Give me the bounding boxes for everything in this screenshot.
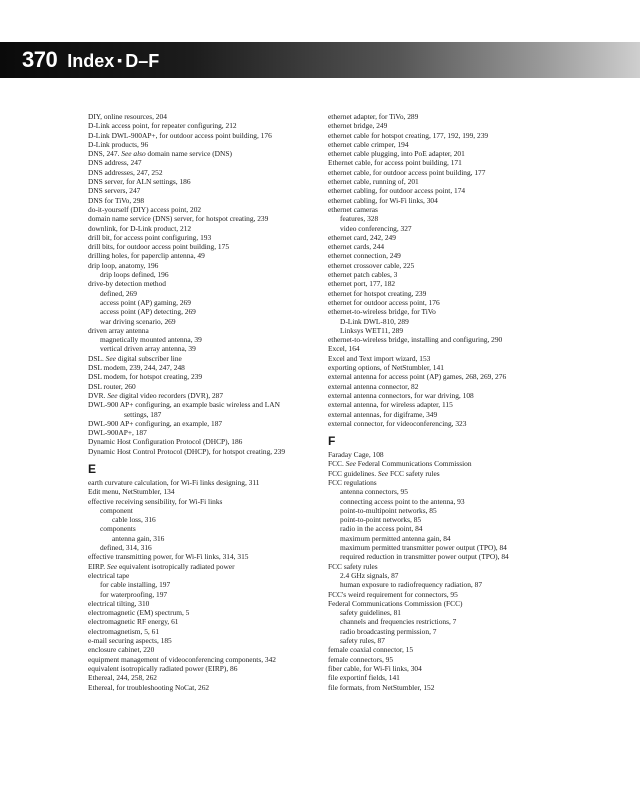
index-entry: D-Link DWL-900AP+, for outdoor access point building, 176	[88, 130, 272, 140]
entry-text: equivalent isotropically radiated power	[117, 561, 235, 571]
cross-reference: See	[377, 468, 389, 478]
section-letter-heading: F	[328, 434, 336, 449]
index-entry: DNS server, for ALN settings, 186	[88, 177, 191, 187]
index-entry: equipment management of videoconferencing components, 342	[88, 654, 276, 664]
index-entry: effective transmitting power, for Wi-Fi links, 314, 315	[88, 552, 249, 562]
index-entry: ethernet patch cables, 3	[328, 270, 398, 280]
index-subentry: required reduction in transmitter power output (TPO), 84	[340, 552, 509, 562]
index-entry: D-Link products, 96	[88, 139, 149, 149]
index-entry: drive-by detection method	[88, 279, 166, 289]
index-entry: file formats, from NetStumbler, 152	[328, 682, 435, 692]
index-entry: exporting options, of NetStumbler, 141	[328, 363, 444, 373]
index-subentry: channels and frequencies restrictions, 7	[340, 617, 457, 627]
index-entry: external antenna for access point (AP) games, 268, 269, 276	[328, 372, 507, 382]
index-column-right	[328, 112, 598, 692]
index-entry: ethernet port, 177, 182	[328, 279, 396, 289]
index-entry: D-Link access point, for repeater configuring, 212	[88, 121, 237, 131]
index-subentry: 2.4 GHz signals, 87	[340, 570, 399, 580]
index-entry: DIY, online resources, 204	[88, 112, 167, 121]
index-subentry: Linksys WET11, 289	[340, 325, 404, 335]
index-entry: ethernet cards, 244	[328, 242, 385, 252]
cross-reference: See	[105, 353, 116, 363]
index-entry: electromagnetic (EM) spectrum, 5	[88, 608, 190, 618]
index-entry: DSL modem, 239, 244, 247, 248	[88, 363, 185, 373]
index-entry: drip loop, anatomy, 196	[88, 260, 159, 270]
entry-text: DNS, 247.	[88, 149, 122, 159]
index-entry: fiber cable, for Wi-Fi links, 304	[328, 663, 422, 673]
index-entry: ethernet cable, running of, 201	[328, 177, 419, 187]
index-entry: Edit menu, NetStumbler, 134	[88, 487, 175, 497]
index-entry	[88, 562, 358, 571]
entry-text: DVR.	[88, 390, 108, 400]
header-text	[22, 44, 159, 79]
index-entry: ethernet-to-wireless bridge, installing and configuring, 290	[328, 335, 503, 345]
index-subentry: settings, 187	[124, 409, 162, 419]
index-subentry: safety guidelines, 81	[340, 608, 401, 618]
index-entry: electromagnetic RF energy, 61	[88, 617, 179, 627]
letter-range: D–F	[125, 51, 160, 71]
index-subentry: vertical driven array antenna, 39	[100, 344, 196, 354]
index-subentry: antenna gain, 316	[112, 533, 165, 543]
index-entry: Dynamic Host Control Protocol (DHCP), for hotspot creating, 239	[88, 446, 286, 456]
entry-text: Federal Communications Commission	[355, 459, 472, 469]
index-entry: ethernet for hotspot creating, 239	[328, 288, 427, 298]
index-entry: ethernet card, 242, 249	[328, 232, 396, 242]
index-subentry: cable loss, 316	[112, 515, 156, 525]
index-entry: driven array antenna	[88, 325, 149, 335]
index-entry: electrical tape	[88, 570, 130, 580]
entry-text: digital subscriber line	[115, 353, 182, 363]
index-entry: drill bits, for outdoor access point building, 175	[88, 242, 230, 252]
section-title	[67, 51, 159, 71]
index-entry: ethernet for outdoor access point, 176	[328, 297, 440, 307]
index-entry: DNS addresses, 247, 252	[88, 167, 163, 177]
index-entry: drill bit, for access point configuring, 193	[88, 232, 212, 242]
entry-text: EIRP.	[88, 561, 107, 571]
index-entry: DNS servers, 247	[88, 186, 141, 196]
index-subentry: access point (AP) gaming, 269	[100, 297, 191, 307]
index-subentry: for cable installing, 197	[100, 580, 171, 590]
index-entry: electromagnetism, 5, 61	[88, 626, 160, 636]
index-subentry: radio broadcasting permission, 7	[340, 626, 437, 636]
index-entry: DNS for TiVo, 298	[88, 195, 145, 205]
cross-reference: See	[107, 390, 118, 400]
index-entry: Faraday Cage, 108	[328, 450, 384, 460]
index-entry: Excel and Text import wizard, 153	[328, 353, 431, 363]
index-entry: external antennas, for digiframe, 349	[328, 409, 438, 419]
index-entry: ethernet crossover cable, 225	[328, 260, 415, 270]
entry-text: FCC.	[328, 459, 346, 469]
index-subentry: defined, 269	[100, 288, 137, 298]
index-entry: FCC regulations	[328, 477, 377, 487]
index-entry	[88, 149, 358, 158]
index-entry: DNS address, 247	[88, 158, 142, 168]
index-entry: external antenna connectors, for war driving, 108	[328, 390, 474, 400]
entry-text: DSL.	[88, 353, 106, 363]
index-subentry: point-to-point networks, 85	[340, 515, 422, 525]
index-entry: earth curvature calculation, for Wi-Fi links designing, 311	[88, 477, 260, 487]
index-entry: file exportinf fields, 141	[328, 673, 400, 683]
index-entry: do-it-yourself (DIY) access point, 202	[88, 204, 202, 214]
index-subentry: war driving scenario, 269	[100, 316, 176, 326]
index-entry: enclosure cabinet, 220	[88, 645, 155, 655]
index-entry: ethernet adapter, for TiVo, 289	[328, 112, 419, 121]
index-entry: external connector, for videoconferencing, 323	[328, 418, 467, 428]
index-entry: drilling holes, for paperclip antenna, 49	[88, 251, 205, 261]
section-name: Index	[67, 51, 115, 71]
index-subentry: components	[100, 524, 136, 534]
index-entry: ethernet cameras	[328, 204, 378, 214]
page-header	[0, 42, 640, 78]
entry-text: FCC safety rules	[388, 468, 440, 478]
index-entry: female connectors, 95	[328, 654, 394, 664]
index-entry: DSL router, 260	[88, 381, 136, 391]
entry-text: FCC guidelines.	[328, 468, 378, 478]
index-entry: Federal Communications Commission (FCC)	[328, 598, 463, 608]
index-subentry: human exposure to radiofrequency radiation, 87	[340, 580, 483, 590]
index-entry: Excel, 164	[328, 344, 360, 354]
cross-reference: See also	[121, 149, 146, 159]
index-subentry: radio in the access point, 84	[340, 524, 423, 534]
index-subentry: connecting access point to the antenna, 93	[340, 496, 465, 506]
index-entry: ethernet bridge, 249	[328, 121, 388, 131]
index-entry: FCC safety rules	[328, 561, 378, 571]
index-entry: ethernet cable crimper, 194	[328, 139, 409, 149]
index-entry: ethernet connection, 249	[328, 251, 401, 261]
index-column-left	[88, 112, 358, 692]
index-subentry: point-to-multipoint networks, 85	[340, 505, 437, 515]
index-entry: Ethernet cable, for access point building, 171	[328, 158, 462, 168]
index-entry	[88, 391, 358, 400]
index-entry	[328, 469, 598, 478]
index-entry: FCC's weird requirement for connectors, 95	[328, 589, 458, 599]
index-subentry: access point (AP) detecting, 269	[100, 307, 196, 317]
index-subentry: maximum permitted transmitter power output (TPO), 84	[340, 543, 507, 553]
section-letter-heading: E	[88, 461, 97, 476]
index-entry: electrical tilting, 310	[88, 598, 150, 608]
index-entry: ethernet cable, for outdoor access point building, 177	[328, 167, 486, 177]
index-subentry: drip loops defined, 196	[100, 270, 169, 280]
index-subentry: maximum permitted antenna gain, 84	[340, 533, 451, 543]
entry-text: domain name service (DNS)	[145, 149, 232, 159]
index-subentry: magnetically mounted antenna, 39	[100, 335, 202, 345]
index-subentry: video conferencing, 327	[340, 223, 412, 233]
index-entry: DWL-900 AP+ configuring, an example, 187	[88, 418, 223, 428]
cross-reference: See	[106, 561, 118, 571]
index-entry: e-mail securing aspects, 185	[88, 636, 172, 646]
index-entry: Dynamic Host Configuration Protocol (DHCP), 186	[88, 437, 243, 447]
index-subentry: defined, 314, 316	[100, 543, 152, 553]
index-entry: equivalent isotropically radiated power (EIRP), 86	[88, 663, 238, 673]
index-entry: external antenna connector, 82	[328, 381, 419, 391]
cross-reference: See	[345, 459, 356, 469]
index-entry: ethernet cabling, for Wi-Fi links, 304	[328, 195, 438, 205]
index-subentry: safety rules, 87	[340, 636, 385, 646]
index-entry	[328, 459, 598, 468]
index-subentry: antenna connectors, 95	[340, 487, 408, 497]
index-entry: DWL-900AP+, 187	[88, 428, 147, 438]
index-entry	[88, 354, 358, 363]
index-entry: domain name service (DNS) server, for hotspot creating, 239	[88, 214, 269, 224]
index-entry: effective receiving sensibility, for Wi-Fi links	[88, 496, 223, 506]
index-entry: ethernet cable plugging, into PoE adapter, 201	[328, 149, 465, 159]
index-entry: DSL modem, for hotspot creating, 239	[88, 372, 203, 382]
index-entry: downlink, for D-Link product, 212	[88, 223, 192, 233]
separator-glyph: ▪	[117, 52, 123, 68]
index-subentry: for waterproofing, 197	[100, 589, 168, 599]
index-entry: DWL-900 AP+ configuring, an example basic wireless and LAN	[88, 400, 280, 410]
index-subentry: D-Link DWL-810, 289	[340, 316, 409, 326]
index-entry: Ethereal, for troubleshooting NoCat, 262	[88, 682, 210, 692]
index-entry: external antenna, for wireless adapter, 115	[328, 400, 453, 410]
index-subentry: features, 328	[340, 214, 379, 224]
index-entry: female coaxial connector, 15	[328, 645, 414, 655]
index-entry: ethernet cabling, for outdoor access point, 174	[328, 186, 466, 196]
index-entry: ethernet cable for hotspot creating, 177, 192, 199, 239	[328, 130, 489, 140]
index-entry: Ethereal, 244, 258, 262	[88, 673, 157, 683]
page-number: 370	[22, 47, 58, 72]
entry-text: digital video recorders (DVR), 287	[117, 390, 224, 400]
index-entry: ethernet-to-wireless bridge, for TiVo	[328, 307, 436, 317]
index-subentry: component	[100, 505, 133, 515]
